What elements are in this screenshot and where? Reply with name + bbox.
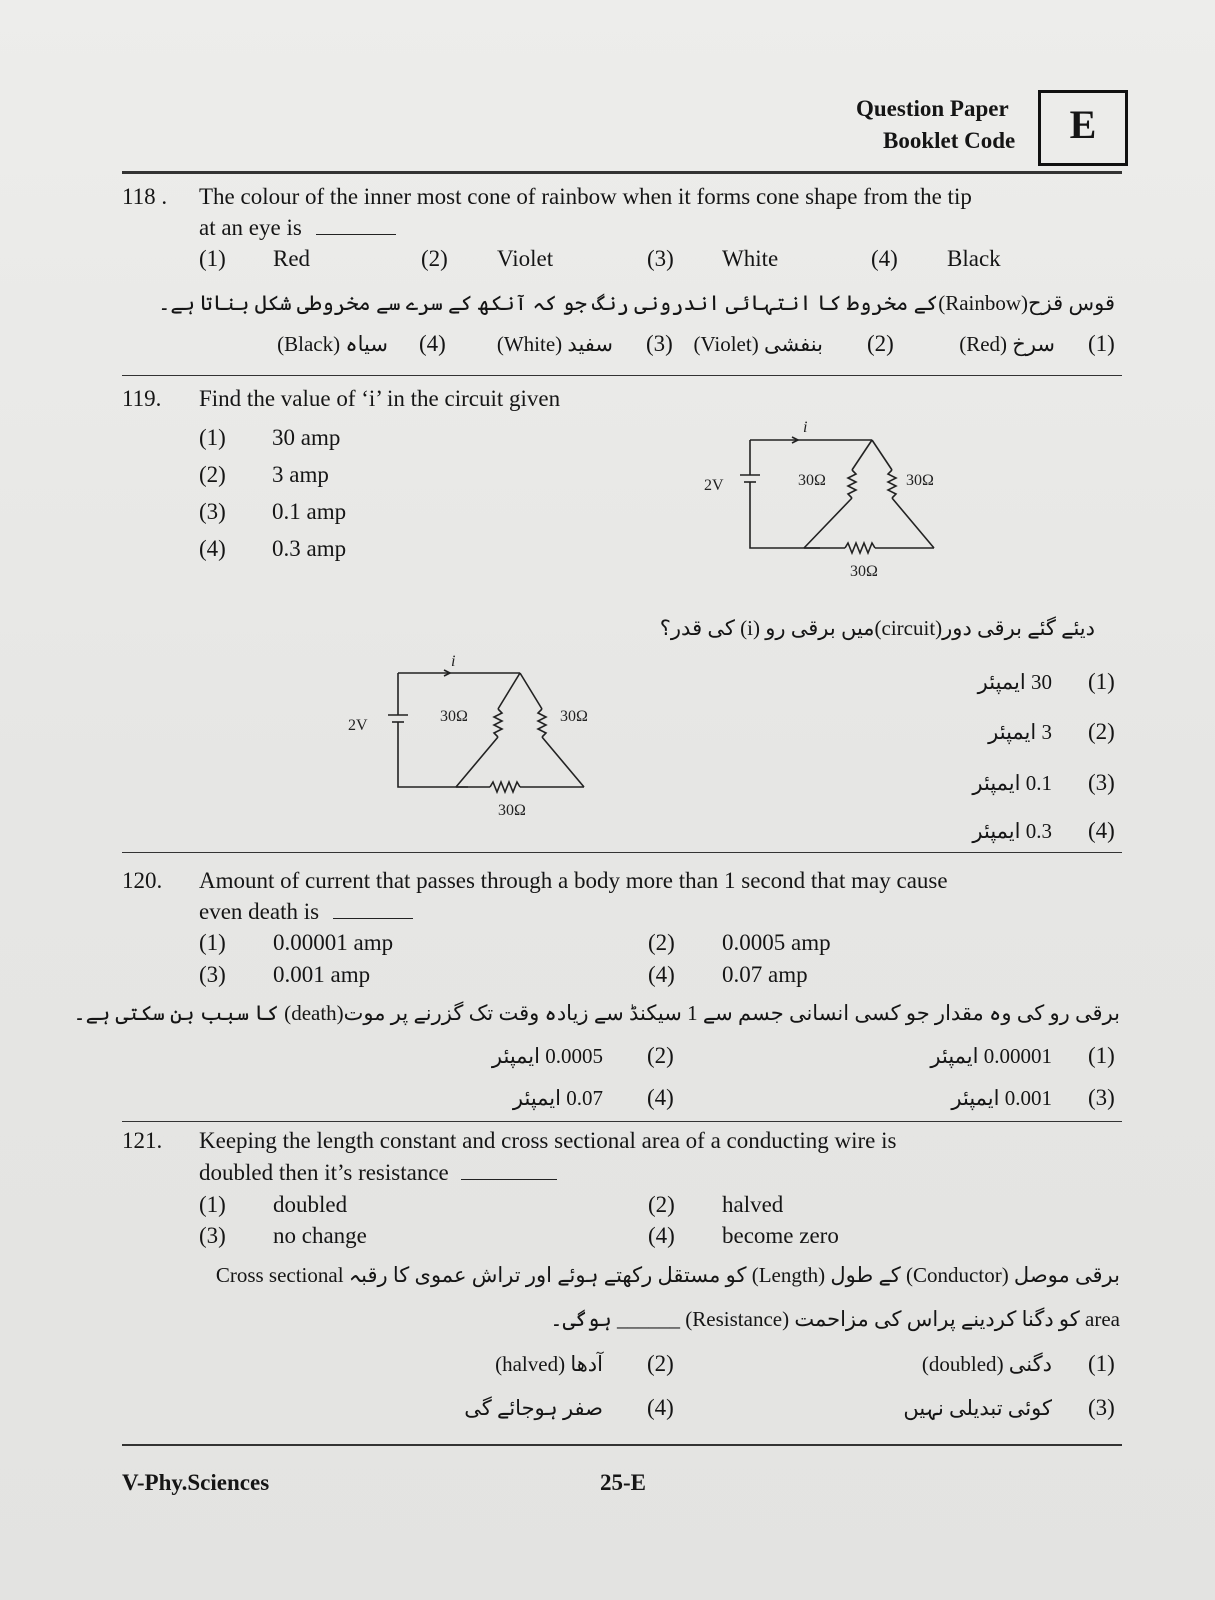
q120-urdu-option-4-num: (4) [647,1085,674,1110]
q121-urdu-option-1-num: (1) [1088,1351,1115,1376]
q118-option-2-text: Violet [497,246,554,271]
q120-urdu-option-2-num: (2) [647,1043,674,1068]
q118-option-3-text: White [722,246,779,271]
q118-urdu-option-1-text: سرخ (Red) [959,332,1055,356]
q121-text-2-content: doubled then it’s resistance [199,1160,449,1185]
q119-option-3-text: 0.1 amp [272,499,347,524]
q119-circuit-diagram [700,412,980,587]
q120-urdu-option-1-num: (1) [1088,1043,1115,1068]
q119-r-bottom-label: 30Ω [850,563,878,580]
q118-answer-blank [316,234,396,235]
q121-urdu-option-2-num: (2) [647,1351,674,1376]
q119-urdu-option-3-num: (3) [1088,770,1115,795]
q119-option-1-text: 30 amp [272,425,341,450]
q118-text-2 [199,215,396,241]
q119-urdu-r-left-label: 30Ω [440,708,468,725]
q120-text-2-content: even death is [199,899,320,924]
q121-urdu-option-2-text: آدھا (halved) [495,1352,603,1376]
q121-urdu-option-3-text: کوئی تبدیلی نہیں [903,1396,1052,1420]
q120-option-2-num: (2) [648,930,675,955]
q119-circuit-diagram-urdu [348,653,628,828]
q120-option-1-num: (1) [199,930,226,955]
q118-urdu-option-2-num: (2) [867,331,894,356]
q118-urdu-option-3-text: سفید (White) [496,332,613,356]
q121-urdu-option-4-num: (4) [647,1395,674,1420]
q120-option-1-text: 0.00001 amp [273,930,394,955]
q118-option-1-text: Red [273,246,311,271]
q120-option-2-text: 0.0005 amp [722,930,831,955]
q121-answer-blank [461,1179,557,1180]
q119-option-2-text: 3 amp [272,462,329,487]
q119-urdu-option-3-text: 0.1 ایمپئر [972,771,1052,795]
q119-urdu-voltage-label: 2V [348,717,368,734]
q121-option-1-num: (1) [199,1192,226,1217]
q118-text-2-content: at an eye is [199,215,302,240]
booklet-code-label-2: Booklet Code [883,128,1016,153]
q121-option-2-text: halved [722,1192,784,1217]
q119-urdu-option-2-text: 3 ایمپئر [988,720,1052,744]
q120-option-3-text: 0.001 amp [273,962,371,987]
q120-text-1: Amount of current that passes through a body more than 1 second that may cause [199,868,948,893]
q120-option-4-text: 0.07 amp [722,962,808,987]
q121-urdu-text-1: برقی موصل (Conductor) کے طول (Length) کو مستقل رکھتے ہوئے اور تراش عموی کا رقبہ Cross sectional [215,1263,1120,1287]
q119-current-label: i [803,419,808,436]
q121-urdu-option-3-num: (3) [1088,1395,1115,1420]
q119-text: Find the value of ‘i’ in the circuit given [199,386,561,411]
q118-option-2-num: (2) [421,246,448,271]
q121-urdu-option-4-text: صفر ہوجائے گی [464,1396,603,1420]
q119-option-3-num: (3) [199,499,226,524]
q121-option-3-num: (3) [199,1223,226,1248]
q120-option-3-num: (3) [199,962,226,987]
q118-urdu-option-1-num: (1) [1088,331,1115,356]
q121-text-1: Keeping the length constant and cross sectional area of a conducting wire is [199,1128,897,1153]
q121-option-2-num: (2) [648,1192,675,1217]
q120-urdu-option-1-text: 0.00001 ایمپئر [930,1044,1052,1068]
q118-number: 118 . [122,184,168,209]
q119-urdu-option-4-text: 0.3 ایمپئر [972,819,1052,843]
booklet-code: E [1069,102,1097,147]
q118-text-1: The colour of the inner most cone of rainbow when it forms cone shape from the tip [199,184,972,209]
q120-text-2 [199,899,413,925]
q121-option-4-text: become zero [722,1223,839,1248]
q118-option-1-num: (1) [199,246,226,271]
q120-urdu-option-3-text: 0.001 ایمپئر [951,1086,1052,1110]
booklet-code-label-1: Question Paper [856,96,1009,121]
q119-urdu-option-4-num: (4) [1088,818,1115,843]
q121-option-3-text: no change [273,1223,367,1248]
q118-option-4-num: (4) [871,246,898,271]
q119-urdu-current-label: i [451,653,456,670]
q119-option-2-num: (2) [199,462,226,487]
q119-option-1-num: (1) [199,425,226,450]
footer-page-number: 25-E [600,1470,646,1495]
q119-r-left-label: 30Ω [798,472,826,489]
q119-urdu-r-bottom-label: 30Ω [498,802,526,819]
q120-divider [122,1121,1122,1122]
q118-urdu-text: قوس قزح(Rainbow)کے مخروط کا انتہائی اندرونی رنگ جو کہ آنکھ کے سرے سے مخروطی شکل بناتا ہے۔ [158,291,1115,315]
q120-number: 120. [122,868,163,893]
q120-answer-blank [333,918,413,919]
q118-urdu-option-4-num: (4) [419,331,446,356]
q121-number: 121. [122,1128,163,1153]
q120-option-4-num: (4) [648,962,675,987]
q120-urdu-option-4-text: 0.07 ایمپئر [512,1086,603,1110]
q121-option-1-text: doubled [273,1192,348,1217]
q121-urdu-text-2: area کو دگنا کردینے پراس کی مزاحمت (Resistance) ______ ہوگی۔ [550,1307,1120,1331]
q119-option-4-text: 0.3 amp [272,536,347,561]
q119-voltage-label: 2V [704,477,724,494]
q119-urdu-option-1-text: 30 ایمپئر [977,670,1052,694]
q120-urdu-text: برقی رو کی وہ مقدار جو کسی انسانی جسم سے 1 سیکنڈ سے زیادہ وقت تک گزرنے پر موت(death) کا سبب بن سکتی ہے۔ [73,1001,1120,1025]
footer-divider [122,1444,1122,1446]
q120-urdu-option-2-text: 0.0005 ایمپئر [491,1044,603,1068]
q119-urdu-r-right-label: 30Ω [560,708,588,725]
q120-urdu-option-3-num: (3) [1088,1085,1115,1110]
q118-option-4-text: Black [947,246,1001,271]
q118-urdu-option-2-text: بنفشی (Violet) [693,332,823,356]
q118-option-3-num: (3) [647,246,674,271]
q121-option-4-num: (4) [648,1223,675,1248]
footer-subject: V-Phy.Sciences [122,1470,270,1495]
booklet-code-box [1038,90,1128,166]
q119-urdu-text: دیئے گئے برقی دور(circuit)میں برقی رو (i) کی قدر؟ [659,616,1095,640]
q118-urdu-option-4-text: سیاہ (Black) [277,332,388,356]
q118-urdu-option-3-num: (3) [646,331,673,356]
q121-text-2 [199,1160,557,1186]
q119-urdu-option-1-num: (1) [1088,669,1115,694]
q118-divider [122,375,1122,376]
header-divider [122,171,1122,174]
q119-r-right-label: 30Ω [906,472,934,489]
q119-option-4-num: (4) [199,536,226,561]
q119-urdu-option-2-num: (2) [1088,719,1115,744]
q119-divider [122,852,1122,853]
q119-number: 119. [122,386,162,411]
q121-urdu-option-1-text: دگنی (doubled) [921,1352,1052,1376]
